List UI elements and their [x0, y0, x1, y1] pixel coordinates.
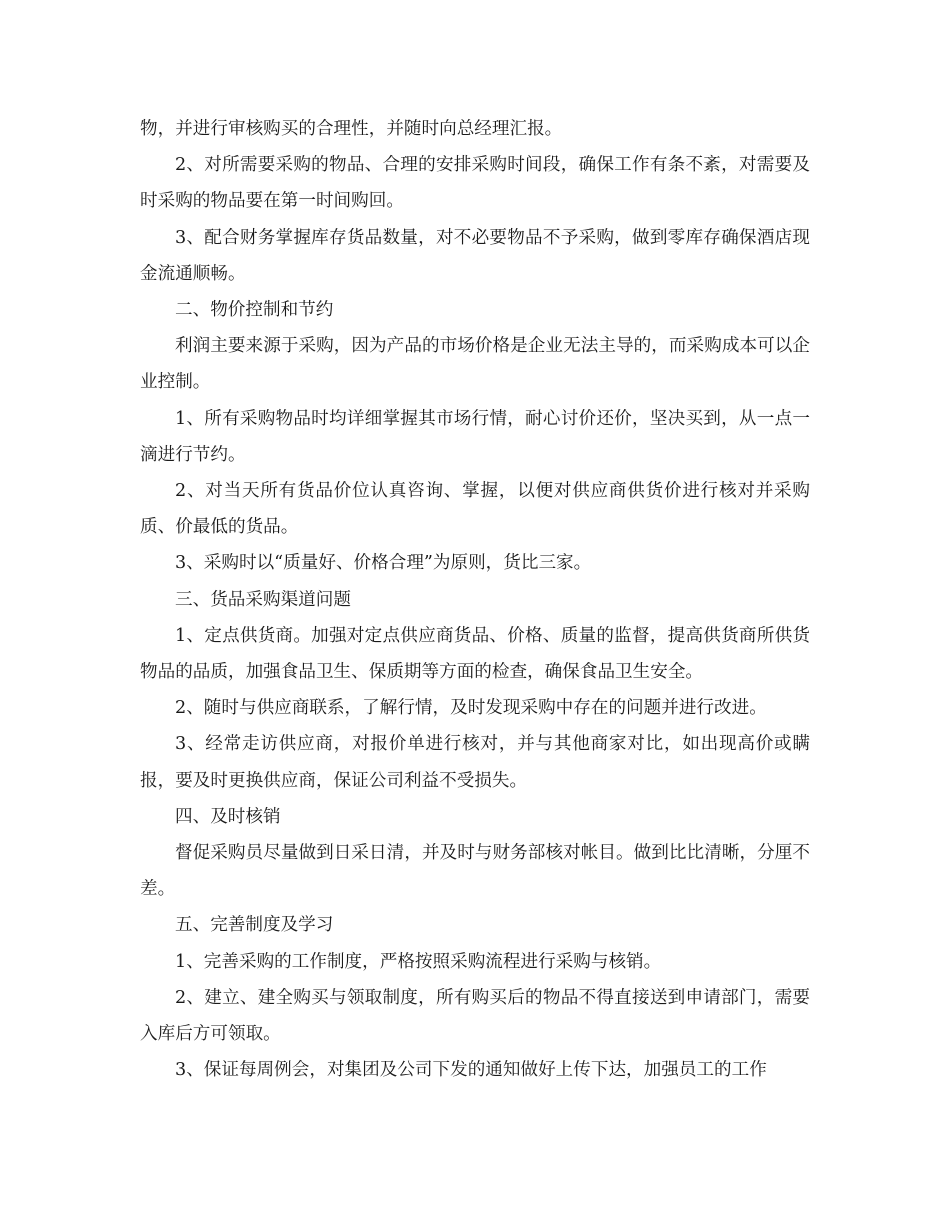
section-heading: 二、物价控制和节约 [175, 300, 334, 321]
section-heading: 五、完善制度及学习 [175, 915, 334, 936]
paragraph: 1、完善采购的工作制度，严格按照采购流程进行采购与核销。 [175, 951, 662, 972]
paragraph: 物，并进行审核购买的合理性，并随时向总经理汇报。 [140, 119, 563, 139]
paragraph: 督促采购员尽量做到日采日清，并及时与财务部核对帐目。做到比比清晰，分厘不差。 [140, 843, 810, 900]
document-body [140, 111, 810, 1088]
paragraph: 1、所有采购物品时均详细掌握其市场行情，耐心讨价还价，坚决买到，从一点一滴进行节约。 [140, 408, 810, 465]
paragraph: 2、对当天所有货品价位认真咨询、掌握，以便对供应商供货价进行核对并采购质、价最低的货品。 [140, 481, 810, 538]
paragraph: 利润主要来源于采购，因为产品的市场价格是企业无法主导的，而采购成本可以企业控制。 [140, 336, 810, 393]
paragraph: 3、采购时以“质量好、价格合理”为原则，货比三家。 [175, 553, 592, 574]
section-heading: 三、货品采购渠道问题 [175, 589, 351, 610]
paragraph: 2、建立、建全购买与领取制度，所有购买后的物品不得直接送到申请部门，需要入库后方可领取。 [140, 987, 810, 1045]
section-heading: 四、及时核销 [175, 806, 281, 827]
paragraph: 1、定点供货商。加强对定点供应商货品、价格、质量的监督，提高供货商所供货物品的品质，加强食品卫生、保质期等方面的检查，确保食品卫生安全。 [140, 625, 810, 683]
paragraph: 3、配合财务掌握库存货品数量，对不必要物品不予采购，做到零库存确保酒店现金流通顺畅。 [140, 227, 810, 284]
paragraph: 2、随时与供应商联系，了解行情，及时发现采购中存在的问题并进行改进。 [175, 698, 767, 719]
paragraph: 2、对所需要采购的物品、合理的安排采购时间段，确保工作有条不紊，对需要及时采购的物品要在第一时间购回。 [140, 155, 810, 212]
paragraph: 3、保证每周例会，对集团及公司下发的通知做好上传下达，加强员工的工作 [175, 1060, 767, 1081]
paragraph: 3、经常走访供应商，对报价单进行核对，并与其他商家对比，如出现高价或瞒报，要及时更换供应商，保证公司利益不受损失。 [140, 734, 810, 791]
